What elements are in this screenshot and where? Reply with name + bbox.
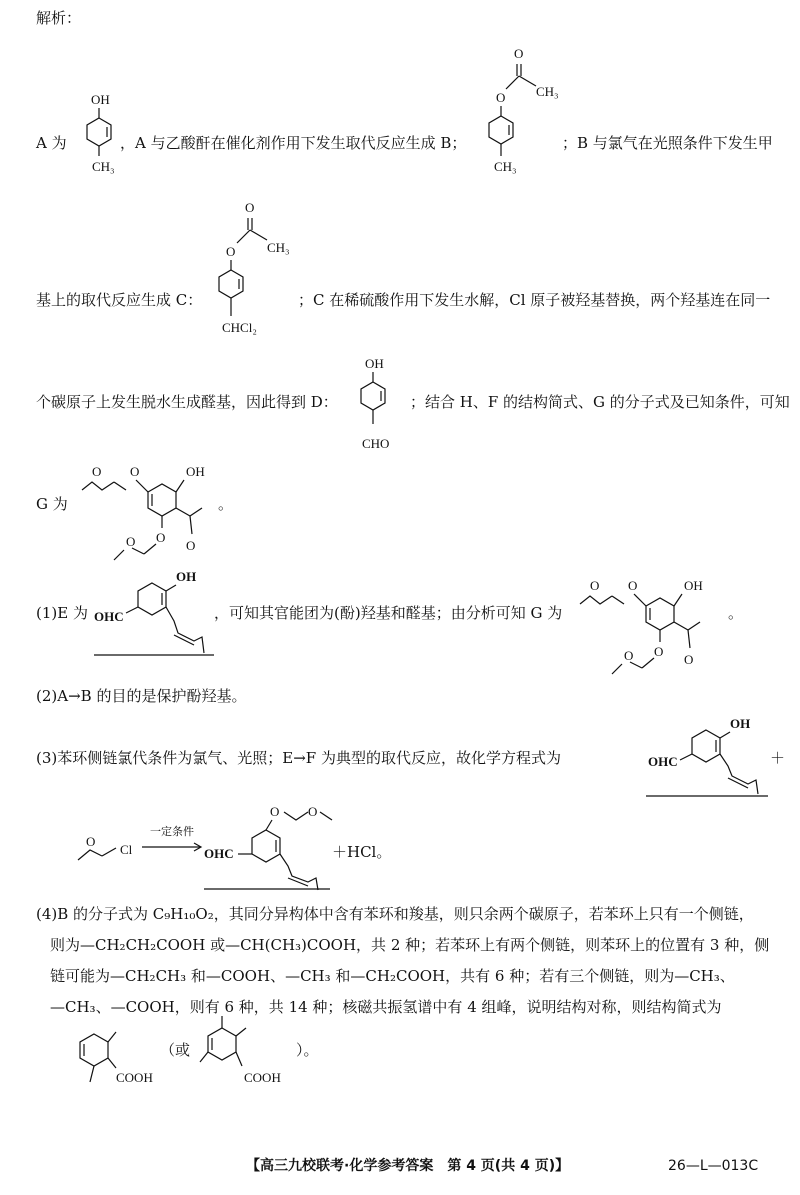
b-text: ；B 与氯气在光照条件下发生甲: [562, 134, 773, 152]
q4-line4: —CH₃、—COOH，则有 6 种，共 14 种；核磁共振氢谱中有 4 组峰，说明结构对称，则结构简式为: [50, 998, 722, 1016]
q4-line1: (4)B 的分子式为 C₉H₁₀O₂，其同分异构体中含有苯环和羧基，则只余两个碳原子，若苯环上只有一个侧链，: [36, 905, 754, 923]
structure-3-5-dimethylbenzoic-acid: [196, 1014, 306, 1088]
svg-text:O: O: [308, 804, 318, 819]
g-pre: G 为: [36, 495, 68, 513]
footer-page-info: 【高三九校联考·化学参考答案 第 4 页(共 4 页)】: [246, 1158, 570, 1174]
g-end: 。: [218, 495, 234, 513]
svg-text:O: O: [186, 538, 196, 553]
svg-text:COOH: COOH: [116, 1070, 153, 1085]
svg-text:O: O: [126, 534, 136, 549]
d-text: ；结合 H、F 的结构简式、G 的分子式及已知条件，可知: [410, 393, 790, 411]
c-text: ；C 在稀硫酸作用下发生水解，Cl 原子被羟基替换，两个羟基连在同一: [298, 291, 771, 309]
q4-or: （或: [160, 1041, 191, 1059]
svg-text:CH₃: CH₃: [267, 240, 290, 255]
analysis-heading: 解析：: [36, 9, 82, 27]
svg-text:OH: OH: [730, 716, 751, 731]
svg-text:O: O: [156, 530, 166, 545]
structure-e-reactant: [646, 712, 768, 798]
svg-text:OHC: OHC: [204, 846, 234, 861]
svg-text:O: O: [654, 644, 664, 659]
reaction-arrow-icon: [142, 842, 204, 852]
svg-text:OH: OH: [186, 464, 205, 479]
q1-pre: (1)E 为: [36, 604, 88, 622]
svg-text:O: O: [245, 200, 255, 215]
svg-text:O: O: [684, 652, 694, 667]
q4-end: ）。: [296, 1041, 319, 1059]
svg-text:OH: OH: [176, 569, 197, 584]
q1-end: 。: [728, 604, 744, 622]
svg-text:COOH: COOH: [244, 1070, 281, 1085]
svg-text:O: O: [590, 578, 600, 593]
svg-text:OH: OH: [684, 578, 703, 593]
structure-b-p-tolyl-acetate: [484, 44, 574, 192]
structure-c-dichloromethyl: [212, 198, 302, 348]
footer-code: 26—L—013C: [668, 1158, 759, 1174]
svg-text:O: O: [624, 648, 634, 663]
q3-plus: ＋: [770, 749, 786, 767]
svg-text:CHCl₂: CHCl₂: [222, 320, 257, 335]
svg-text:CH₃: CH₃: [494, 159, 517, 174]
svg-text:OHC: OHC: [648, 754, 678, 769]
svg-text:O: O: [496, 90, 506, 105]
a-label: A 为: [36, 134, 67, 152]
q4-line3: 链可能为—CH₂CH₃ 和—COOH、—CH₃ 和—CH₂COOH，共有 6 种；若有三个侧链，则为—CH₃、: [50, 967, 735, 985]
svg-text:CH₃: CH₃: [92, 159, 115, 174]
structure-g: [80, 456, 230, 576]
q2-text: (2)A→B 的目的是保护酚羟基。: [36, 687, 247, 705]
svg-text:O: O: [92, 464, 102, 479]
svg-text:O: O: [270, 804, 280, 819]
svg-text:O: O: [514, 46, 524, 61]
structure-e: [94, 565, 214, 657]
a-text: ，A 与乙酸酐在催化剂作用下发生取代反应生成 B；: [120, 134, 467, 152]
svg-text:O: O: [86, 834, 96, 849]
q4-line2: 则为—CH₂CH₂COOH 或—CH(CH₃)COOH，共 2 种；若苯环上有两个侧链，则苯环上的位置有 3 种，侧: [50, 936, 770, 954]
structure-2-6-dimethylbenzoic-acid: [70, 1024, 170, 1088]
structure-d-hydroxybenzaldehyde: [352, 352, 412, 452]
reaction-condition: 一定条件: [150, 825, 194, 838]
svg-text:O: O: [628, 578, 638, 593]
svg-text:O: O: [226, 244, 236, 259]
c-pre: 基上的取代反应生成 C：: [36, 291, 203, 309]
q1-text: ，可知其官能团为(酚)羟基和醛基；由分析可知 G 为: [214, 604, 563, 622]
d-pre: 个碳原子上发生脱水生成醛基，因此得到 D：: [36, 393, 338, 411]
svg-text:OH: OH: [365, 356, 384, 371]
svg-text:O: O: [130, 464, 140, 479]
svg-text:CHO: CHO: [362, 436, 390, 451]
structure-g-repeat: [578, 574, 728, 680]
q3-tail: ＋HCl。: [332, 843, 392, 861]
svg-text:Cl: Cl: [120, 842, 133, 857]
svg-text:OHC: OHC: [94, 609, 124, 624]
svg-text:OH: OH: [91, 92, 110, 107]
svg-text:CH₃: CH₃: [536, 84, 559, 99]
q3-text: (3)苯环侧链氯代条件为氯气、光照；E→F 为典型的取代反应，故化学方程式为: [36, 749, 561, 767]
structure-chloromethyl-methyl-ether: [78, 826, 138, 866]
